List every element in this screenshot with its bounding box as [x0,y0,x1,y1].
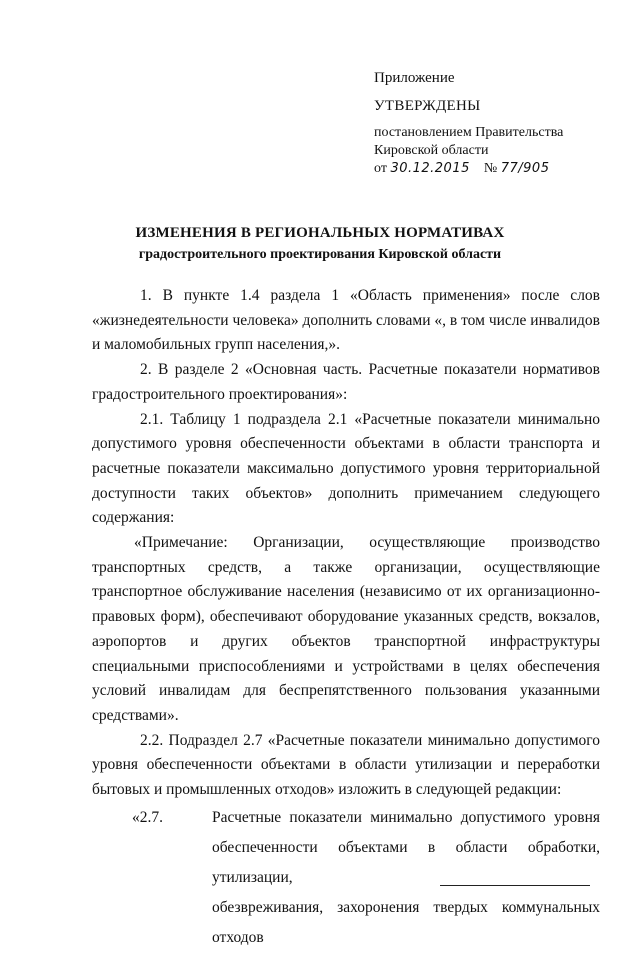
decree-block [374,124,563,178]
decree-line-1: постановлением Правительства [374,125,564,140]
decree-line-2: Кировской области [374,143,489,158]
section-2-7 [92,803,600,953]
paragraph-1: 1. В пункте 1.4 раздела 1 «Область применения» после слов «жизнедеятельности человека» дополнить словами «, в том числе инвалидов и маломобильных групп населения,». [92,287,600,354]
handwritten-date: 30.12.2015 [390,161,470,176]
paragraph-2-2: 2.2. Подраздел 2.7 «Расчетные показатели минимально допустимого уровня обеспеченности объектами в области утилизации и переработки бытовых и промышленных отходов» изложить в следующей редакции: [92,731,600,799]
section-line-3: обезвреживания, захоронения твердых коммунальных отходов [212,898,600,946]
document-title: ИЗМЕНЕНИЯ В РЕГИОНАЛЬНЫХ НОРМАТИВАХ [135,225,505,241]
appendix-label: Приложение [374,70,455,86]
footer-rule [440,885,590,886]
approved-label: УТВЕРЖДЕНЫ [374,98,481,114]
document-subtitle: градостроительного проектирования Кировской области [138,247,502,262]
section-number: «2.7. [132,808,163,826]
note-paragraph: «Примечание: Организации, осуществляющие производство транспортных средств, а также организации, осуществляющие транспортное обслуживание населения (независимо от их организационно-правовых форм), обеспечивают оборудование указанных средств, вокзалов, аэропортов и других объектов транспортной инфраструктуры специальными приспособлениями и устройствами в целях обеспечения условий инвалидам для беспрепятственного пользования указанными средствами». [92,534,600,724]
document-body [92,284,600,953]
handwritten-number: 77/905 [500,161,550,176]
decree-date-line [374,160,563,178]
date-prefix: от [374,161,387,176]
paragraph-2-1: 2.1. Таблицу 1 подраздела 2.1 «Расчетные показатели минимально допустимого уровня обеспеченности объектами в области транспорта и расчетные показатели максимально допустимого уровня территориальной доступности таких объектов» дополнить примечанием следующего содержания: [92,410,600,527]
section-text [212,803,600,953]
number-prefix: № [483,161,498,176]
section-line-1: Расчетные показатели минимально допустимого уровня [212,808,600,826]
paragraph-2: 2. В разделе 2 «Основная часть. Расчетные показатели нормативов градостроительного проектирования»: [92,361,600,403]
section-line-2: обеспеченности объектами в области обработки, утилизации, [212,838,600,886]
